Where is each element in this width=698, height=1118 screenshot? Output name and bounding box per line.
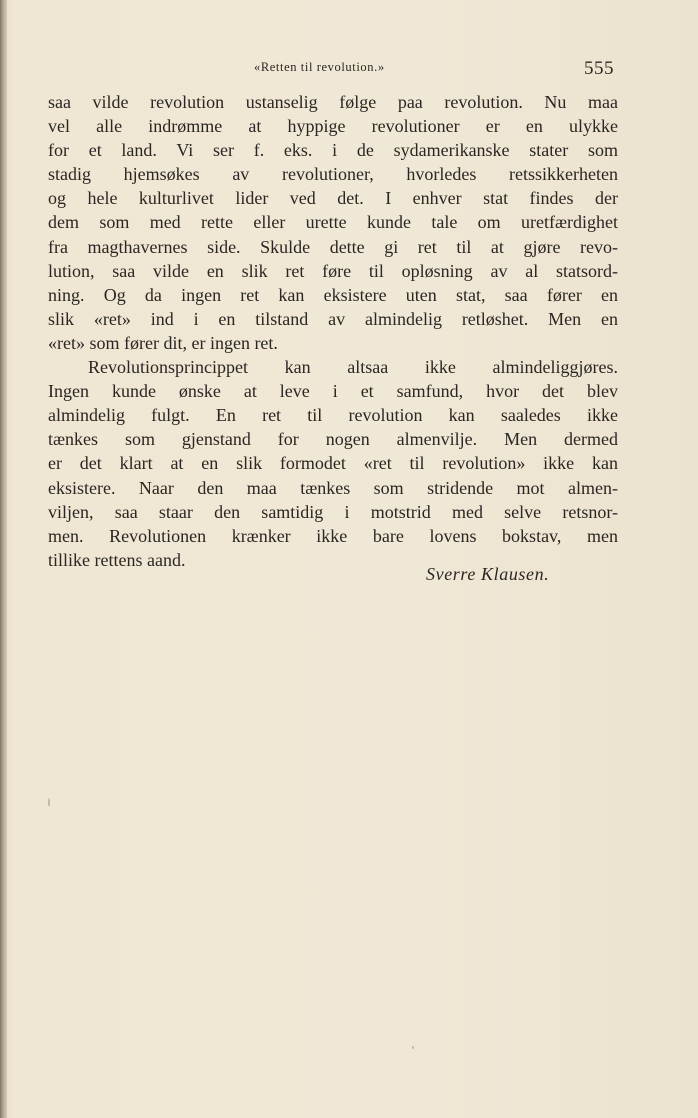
text-line: slik «ret» ind i en tilstand av almindelig retløshet. Men en [48, 308, 618, 329]
running-title: «Retten til revolution.» [254, 60, 385, 74]
text-line: Ingen kunde ønske at leve i et samfund, hvor det blev [48, 381, 618, 402]
text-line: «ret» som fører dit, er ingen ret. [48, 332, 278, 353]
author-signature: Sverre Klausen. [426, 564, 550, 584]
text-line: lution, saa vilde en slik ret føre til opløsning av al statsord- [48, 260, 618, 281]
text-line: dem som med rette eller urette kunde tale om uretfærdighet [48, 212, 618, 233]
text-line: og hele kulturlivet lider ved det. I enhver stat findes der [48, 188, 618, 209]
text-line-paragraph-start: Revolutionsprincippet kan altsaa ikke almindeliggjøres. [88, 357, 618, 378]
text-line: vel alle indrømme at hyppige revolutioner er en ulykke [48, 116, 618, 137]
paper-speck [48, 798, 50, 807]
text-line: men. Revolutionen krænker ikke bare lovens bokstav, men [48, 525, 618, 546]
text-line: eksistere. Naar den maa tænkes som stridende mot almen- [48, 477, 618, 498]
text-line: fra magthavernes side. Skulde dette gi ret til at gjøre revo- [48, 236, 618, 257]
text-line: viljen, saa staar den samtidig i motstrid med selve retsnor- [48, 501, 618, 522]
text-line: stadig hjemsøkes av revolutioner, hvorledes retssikkerheten [48, 164, 618, 185]
text-line: ning. Og da ingen ret kan eksistere uten stat, saa fører en [48, 284, 618, 305]
text-line: for et land. Vi ser f. eks. i de sydamerikanske stater som [48, 140, 618, 161]
text-line: tænkes som gjenstand for nogen almenvilje. Men dermed [48, 429, 618, 450]
text-line: tillike rettens aand. [48, 549, 186, 570]
body-text [48, 90, 618, 572]
text-line: er det klart at en slik formodet «ret til revolution» ikke kan [48, 453, 618, 474]
running-head [0, 58, 698, 82]
page-number: 555 [584, 58, 614, 79]
paper-speck [412, 1046, 414, 1049]
text-line: saa vilde revolution ustanselig følge paa revolution. Nu maa [48, 92, 618, 112]
page-spine-edge [0, 0, 7, 1118]
text-line: almindelig fulgt. En ret til revolution kan saaledes ikke [48, 405, 618, 426]
